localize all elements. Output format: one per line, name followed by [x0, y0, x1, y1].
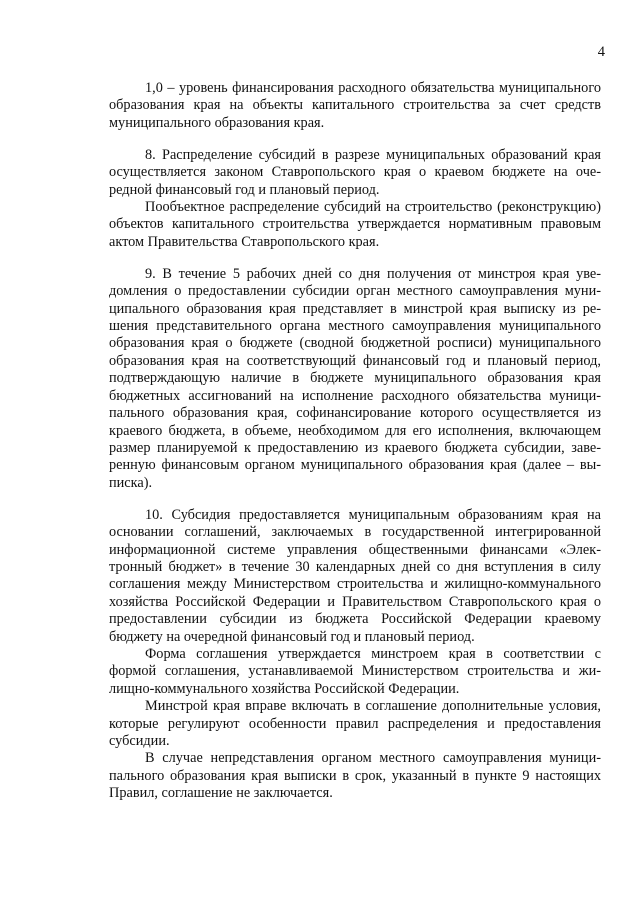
paragraph-block-1	[109, 80, 601, 132]
paragraph: Минстрой края вправе включать в соглашение дополнительные условия, которые регулируют особенности правил распределения и предоставления субсидии.	[109, 698, 601, 749]
paragraph: 8. Распределение субсидий в разрезе муниципальных образований края осуществляется законом Ставропольского края о краевом бюджете на очередной финансовый год и плановый период.	[109, 146, 601, 198]
paragraph: 10. Субсидия предоставляется муниципальным образованиям края на основании соглашений, заключаемых в государственной интегрированной информационной системе управления общественными финансами «Электронный бюджет» в течение 30 календарных дней со дня вступления в силу соглашения между Министерством строительства и жилищно-коммунального хозяйства Российской Федерации и Правительством Ставропольского края о предоставлении субсидии из бюджета Российской Федерации краевому бюджету на очередной финансовый год и плановый период.	[109, 506, 601, 645]
document-body	[109, 80, 601, 817]
paragraph: Форма соглашения утверждается минстроем края в соответствии с формой соглашения, устанавливаемой Министерством строительства и жилищно-коммунального хозяйства Российской Федерации.	[109, 645, 601, 697]
page-number: 4	[597, 44, 605, 60]
paragraph: В случае непредставления органом местного самоуправления муниципального образования края выписки в срок, указанный в пункте 9 настоящих Правил, соглашение не заключается.	[109, 750, 601, 802]
paragraph-block-8	[109, 147, 601, 251]
paragraph-block-10	[109, 507, 601, 803]
paragraph: 1,0 – уровень финансирования расходного обязательства муниципального образования края на объекты капитального строительства за счет средств муниципального образования края.	[109, 80, 601, 131]
paragraph: 9. В течение 5 рабочих дней со дня получения от минстроя края уведомления о предоставлении субсидии орган местного самоуправления муниципального образования края представляет в минстрой края выписку из решения представительного органа местного самоуправления муниципального образования края о бюджете (сводной бюджетной росписи) муниципального образования края на соответствующий финансовый год и плановый период, подтверждающую наличие в бюджете муниципального образования края бюджетных ассигнований на исполнение расходного обязательства муниципального образования края, софинансирование которого осуществляется из краевого бюджета, в объеме, необходимом для его исполнения, включающем размер планируемой к предоставлению из краевого бюджета субсидии, заверенную финансовым органом муниципального образования края (далее – выписка).	[109, 265, 601, 491]
paragraph: Пообъектное распределение субсидий на строительство (реконструкцию) объектов капитального строительства утверждается нормативным правовым актом Правительства Ставропольского края.	[109, 199, 601, 250]
paragraph-block-9	[109, 266, 601, 492]
